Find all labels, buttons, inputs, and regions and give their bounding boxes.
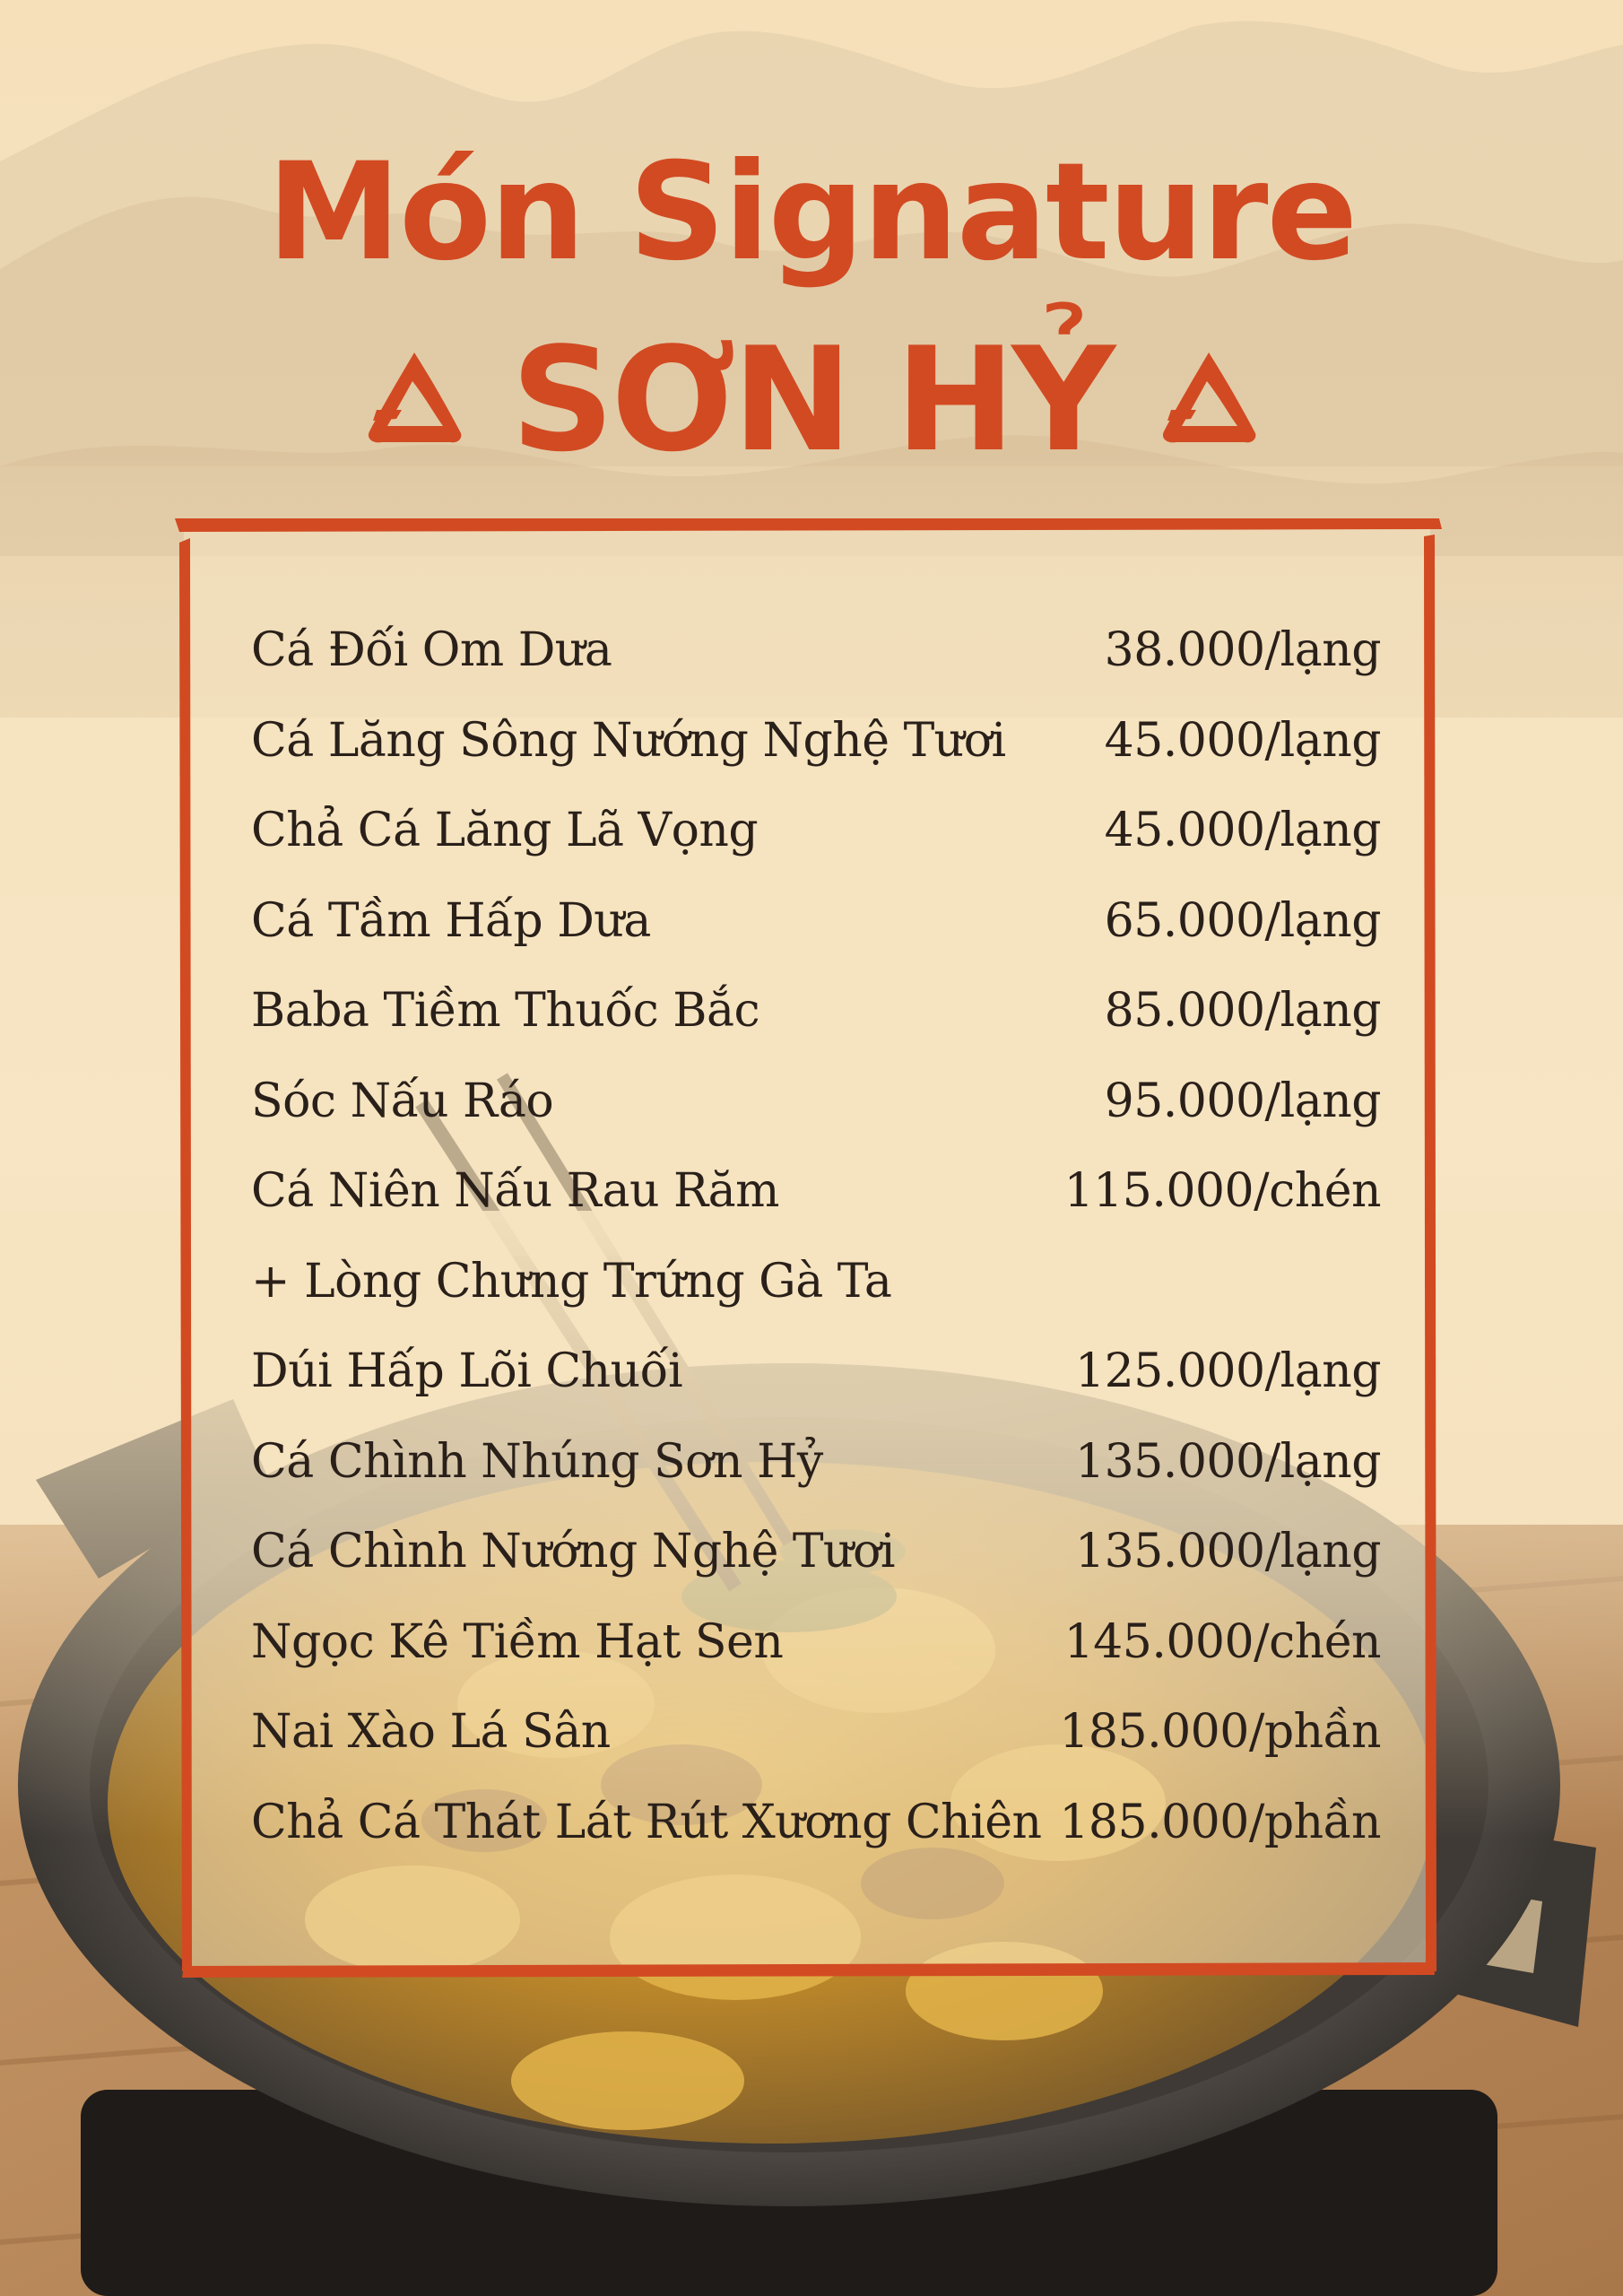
list-item xyxy=(251,1507,1381,1597)
dish-name: Nai Xào Lá Sân xyxy=(251,1705,611,1760)
list-item xyxy=(251,1326,1381,1417)
dish-price: 45.000/lạng xyxy=(1104,804,1381,858)
brand-name: SƠN HỶ xyxy=(510,315,1113,483)
dish-name: Ngọc Kê Tiềm Hạt Sen xyxy=(251,1614,784,1669)
dish-price: 185.000/phần xyxy=(1059,1705,1381,1760)
list-item xyxy=(251,1417,1381,1508)
list-item xyxy=(251,876,1381,967)
dish-name: Baba Tiềm Thuốc Bắc xyxy=(251,984,760,1039)
list-item xyxy=(251,696,1381,787)
dish-name: Chả Cá Thát Lát Rút Xương Chiên xyxy=(251,1795,1042,1849)
dish-price: 135.000/lạng xyxy=(1075,1434,1381,1489)
dish-name: Cá Đối Om Dưa xyxy=(251,623,612,678)
dish-name: Chả Cá Lăng Lã Vọng xyxy=(251,804,759,858)
dish-name: Dúi Hấp Lõi Chuối xyxy=(251,1344,683,1399)
dish-price: 45.000/lạng xyxy=(1104,713,1381,768)
list-item xyxy=(251,1057,1381,1147)
dish-name: Cá Chình Nhúng Sơn Hỷ xyxy=(251,1434,823,1489)
list-item xyxy=(251,966,1381,1057)
dish-name: Cá Tầm Hấp Dưa xyxy=(251,893,651,948)
brand-header xyxy=(0,314,1623,484)
list-item xyxy=(251,1597,1381,1688)
dish-name: + Lòng Chưng Trứng Gà Ta xyxy=(251,1254,892,1309)
menu-list xyxy=(251,605,1381,1867)
list-item xyxy=(251,605,1381,696)
dish-name: Cá Chình Nướng Nghệ Tươi xyxy=(251,1525,896,1579)
dish-name: Cá Niên Nấu Rau Răm xyxy=(251,1164,779,1219)
dish-name: Sóc Nấu Ráo xyxy=(251,1074,554,1128)
list-item xyxy=(251,1687,1381,1778)
list-item xyxy=(251,786,1381,876)
dish-price: 65.000/lạng xyxy=(1104,893,1381,948)
dish-price: 95.000/lạng xyxy=(1104,1074,1381,1128)
dish-price: 85.000/lạng xyxy=(1104,984,1381,1039)
list-item xyxy=(251,1237,1381,1327)
mountain-logo-icon xyxy=(360,345,468,453)
list-item xyxy=(251,1146,1381,1237)
dish-price: 145.000/chén xyxy=(1063,1614,1381,1669)
dish-price: 38.000/lạng xyxy=(1104,623,1381,678)
dish-price: 135.000/lạng xyxy=(1075,1525,1381,1579)
page-title: Món Signature xyxy=(266,135,1357,291)
dish-price: 115.000/chén xyxy=(1063,1164,1381,1219)
mountain-logo-icon xyxy=(1155,345,1263,453)
dish-name: Cá Lăng Sông Nướng Nghệ Tươi xyxy=(251,713,1006,768)
list-item xyxy=(251,1778,1381,1868)
dish-price: 185.000/phần xyxy=(1059,1795,1381,1849)
dish-price: 125.000/lạng xyxy=(1075,1344,1381,1399)
